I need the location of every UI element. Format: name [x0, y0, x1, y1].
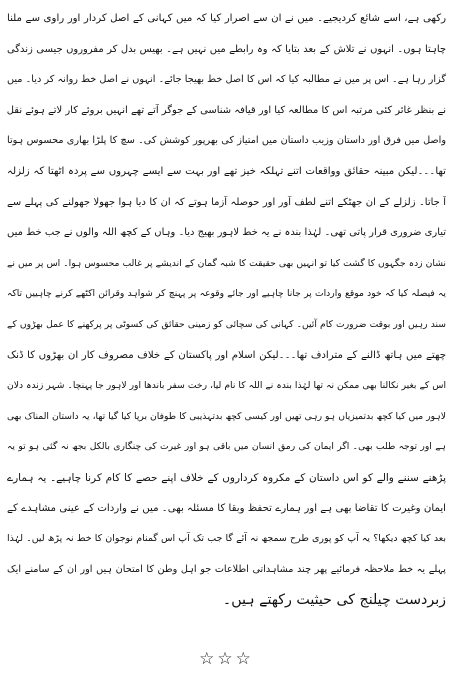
- article-line: آ جاتا۔ زلزلے کے ان جھٹکے اتنے لطف آور اور حوصلہ آزما ہوتے کہ ان کا دیا ہوا جھولا جھولنے کی پہلے سے: [7, 196, 446, 208]
- article-line: نے بنظر غائر کئی مرتبہ اس کا مطالعہ کیا اور قیافہ شناسی کے جوگر آتے تھے انہیں بروئے کار لاتے ہوئے نقل: [7, 104, 446, 116]
- article-line: چھتے میں ہاتھ ڈالنے کے مترادف تھا۔۔۔لیکن اسلام اور پاکستان کے خلاف مصروف کار ان بھڑوں کا ڈنک: [7, 349, 446, 361]
- article-line: رکھی ہے، اسے شائع کردیجیے۔ میں نے ان سے اصرار کیا کہ میں کہانی کے اصل کردار اور راوی سے ملنا: [7, 13, 446, 24]
- article-line: ہے اور توجہ طلب بھی۔ اگر ایمان کی رمق انسان میں باقی ہو اور غیرت کی چنگاری بالکل بجھ نہ گئی ہو تو یہ: [7, 441, 446, 453]
- article-line: پہلے یہ خط ملاحظہ فرمائیے پھر چند مشاہداتی اطلاعات جو اہل وطن کا امتحان ہیں اور ان کے سامنے ایک: [7, 563, 446, 575]
- article-line: تیاری ضروری قرار پاتی تھی۔ لہٰذا بندہ نے یہ خط لاہور بھیج دیا۔ وہاں کے کچھ اللہ والوں نے جب خط میں: [7, 227, 446, 239]
- article-line: گزار رہا ہے۔ اس پر میں نے مطالبہ کیا کہ اس کا اصل خط بھیجا جائے۔ انہوں نے اصل خط روانہ کر دیا۔ میں: [7, 74, 446, 86]
- article-last-line: زبردست چیلنج کی حیثیت رکھتے ہیں۔: [222, 592, 446, 609]
- article-body: [7, 4, 446, 616]
- article-line: بعد کیا کچھ دیکھا؟ یہ آپ کو پوری طرح سمجھ نہ آئے گا جب تک آپ اس گمنام نوجوان کا خط نہ پڑھ لیں۔ لہٰذا: [7, 533, 446, 545]
- article-line: یہ فیصلہ کیا کہ خود موقع واردات پر جانا چاہیے اور جائے وقوعہ پر پہنچ کر شواہد وقرائن اکٹھے کرنے چاہییں تاکہ: [7, 288, 446, 300]
- article-line: پڑھنے سننے والے کو اس داستان کے مکروہ کرداروں کے خلاف اپنے حصے کا کام کرنا چاہیے۔ یہ ہمارے: [7, 471, 446, 484]
- section-end-ornament: ☆☆☆: [199, 649, 254, 669]
- article-line: تھا۔۔۔لیکن مبینہ حقائق وواقعات اتنے تہلکہ خیز تھے اور بہت سے ایسے چہروں سے پردہ اٹھتا کہ زلزلہ: [7, 165, 446, 177]
- article-line: سند رہیں اور بوقت ضرورت کام آئیں۔ کہانی کی سچائی کو زمینی حقائق کی کسوٹی پر پرکھنے کا عمل بھڑوں کے: [7, 318, 446, 330]
- article-line: نشان زدہ جگہوں کا گشت کیا تو انہیں بھی حقیقت کا شبہ گمان کے اندیشے پر غالب محسوس ہوا۔ اس پر میں نے: [7, 257, 446, 269]
- article-line: ایمان وغیرت کا تقاضا بھی ہے اور ہمارے تحفظ وبقا کا مسئلہ بھی۔ میں نے واردات کے عینی مشاہدے کے: [7, 502, 446, 514]
- article-line: لاہور میں کیا کچھ بدتمیزیاں ہو رہی تھیں اور کیسی کچھ بدتہذیبی کا طوفان برپا کیا گیا تھا، یہ داستان المناک بھی: [7, 410, 446, 422]
- article-line: واصل میں فرق اور داستان وزیب داستان میں امتیاز کی بھرپور کوشش کی۔ سچ کا پلڑا بھاری محسوس ہوتا: [7, 135, 446, 147]
- article-line: اس کے بغیر نکالنا بھی ممکن نہ تھا لہٰذا بندہ نے اللہ کا نام لیا، رخت سفر باندھا اور لاہور جا پہنچا۔ شہر زندہ دلان: [7, 380, 446, 392]
- article-line: چاہتا ہوں۔ انہوں نے تلاش کے بعد بتایا کہ وہ رابطے میں نہیں ہے۔ بھیس بدل کر مفروروں جیسی زندگی: [7, 43, 446, 55]
